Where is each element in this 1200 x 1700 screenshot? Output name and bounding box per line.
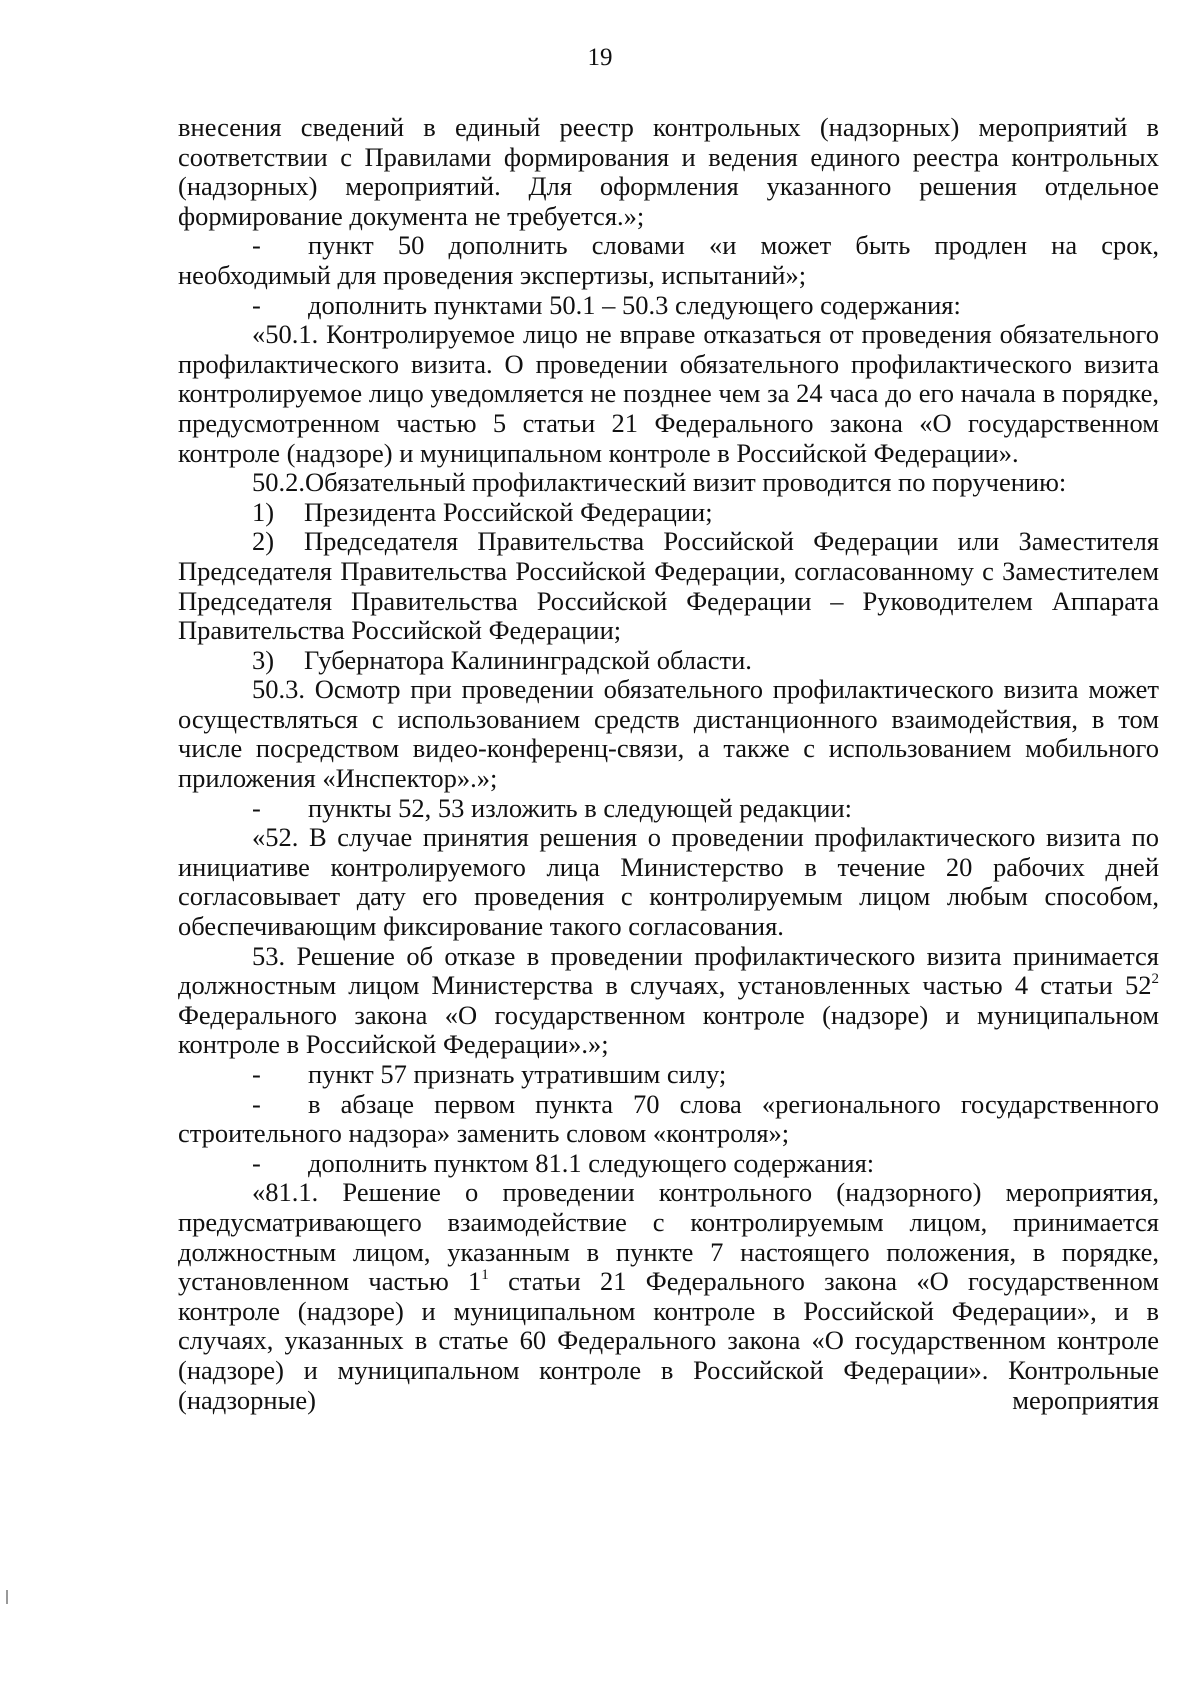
dash-marker: - [252,289,261,320]
list-item-text: пункт 57 признать утратившим силу; [308,1059,727,1089]
item-number: 1) [252,496,275,527]
item-number: 2) [252,526,275,557]
paragraph-text: статьи 21 Федерального закона «О государственном контроле (надзоре) и муниципальном контроле в Российской Федерации», и в случаях, указанных в статье 60 Федерального закона «О государственном контроле (надзоре) и муниципальном контроле в Российской Федерации». Контрольные (надзорные) мероприятия [178,1266,1159,1415]
dash-marker: - [252,230,261,261]
list-item-text: пункты 52, 53 изложить в следующей редакции: [308,792,853,823]
paragraph-52: «52. В случае принятия решения о проведении профилактического визита по инициативе контролируемого лица Министерство в течение 20 рабочих дней согласовывает дату его проведения с контролируемым лицом любым способом, обеспечивающим фиксирование такого согласования. [178,822,1159,942]
numbered-item [178,498,1159,528]
dash-marker: - [252,1147,261,1178]
document-body [178,113,1159,1415]
superscript: 2 [1151,971,1159,988]
dash-marker: - [252,1059,261,1089]
paragraph-81-1 [178,1178,1159,1415]
paragraph-text: «81.1. Решение о проведении контрольного (надзорного) мероприятия, предусматривающего взаимодействие с контролируемым лицом, принимается должностным лицом, указанным в пункте 7 настоящего положения, в порядке, установленном частью 1 [178,1177,1159,1297]
numbered-item [178,527,1159,645]
list-item-dash [178,1060,1159,1090]
paragraph-continuation: внесения сведений в единый реестр контрольных (надзорных) мероприятий в соответствии с Правилами формирования и ведения единого реестра контрольных (надзорных) мероприятий. Для оформления указанного решения отдельное формирование документа не требуется.»; [178,112,1159,231]
list-item-dash [178,291,1159,321]
page-number: 19 [587,44,613,71]
dash-marker: - [252,1088,261,1119]
item-text: Председателя Правительства Российской Федерации или Заместителя Председателя Правительства Российской Федерации, согласованному с Заместителем Председателя Правительства Российской Федерации – Руководителем Аппарата Правительства Российской Федерации; [178,526,1159,646]
list-item-text: дополнить пунктами 50.1 – 50.3 следующего содержания: [308,289,961,320]
item-text: Президента Российской Федерации; [304,496,713,527]
list-item-text: в абзаце первом пункта 70 слова «регионального государственного строительного надзора» заменить словом «контроля»; [178,1088,1159,1149]
item-text: Губернатора Калининградской области. [304,644,752,675]
paragraph-50-1: «50.1. Контролируемое лицо не вправе отказаться от проведения обязательного профилактического визита. О проведении обязательного профилактического визита контролируемое лицо уведомляется не позднее чем за 24 часа до его начала в порядке, предусмотренном частью 5 статьи 21 Федерального закона «О государственном контроле (надзоре) и муниципальном контроле в Российской Федерации». [178,319,1159,468]
list-item-dash [178,231,1159,290]
paragraph-text: Федерального закона «О государственном контроле (надзоре) и муниципальном контроле в Российской Федерации».»; [178,999,1159,1060]
paragraph-text: 53. Решение об отказе в проведении профилактического визита принимается должностным лицом Министерства в случаях, установленных частью 4 статьи 52 [178,940,1159,1001]
item-number: 3) [252,644,275,675]
numbered-item [178,646,1159,676]
superscript: 1 [481,1267,489,1284]
list-item-text: дополнить пунктом 81.1 следующего содержания: [308,1147,875,1178]
list-item-dash [178,794,1159,824]
list-item-dash [178,1090,1159,1149]
paragraph-50-2: 50.2.Обязательный профилактический визит проводится по поручению: [252,467,1067,498]
paragraph-50-3: 50.3. Осмотр при проведении обязательного профилактического визита может осуществляться с использованием средств дистанционного взаимодействия, в том числе посредством видео-конференц-связи, а также с использованием мобильного приложения «Инспектор».»; [178,674,1159,794]
list-item-dash [178,1149,1159,1179]
list-item-text: пункт 50 дополнить словами «и может быть продлен на срок, необходимый для проведения экспертизы, испытаний»; [178,230,1159,290]
dash-marker: - [252,792,261,823]
scan-margin-mark [6,1590,8,1604]
paragraph-53 [178,942,1159,1060]
